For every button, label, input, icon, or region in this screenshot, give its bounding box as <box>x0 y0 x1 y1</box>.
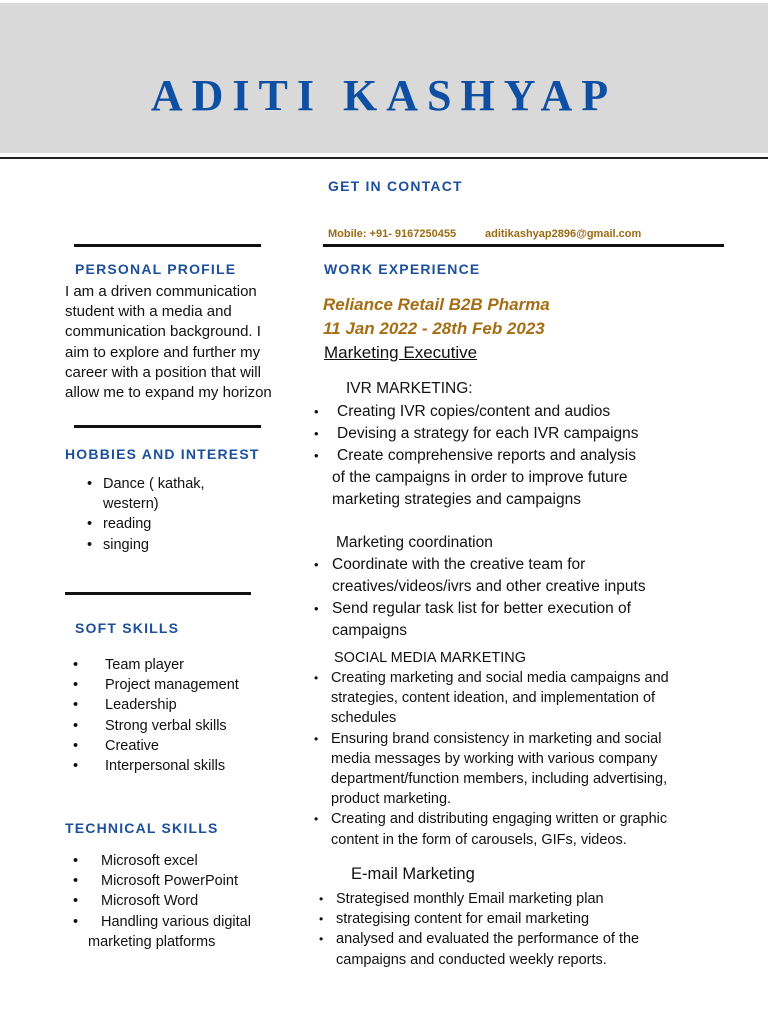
list-item: • reading <box>87 514 205 534</box>
list-item: • Send regular task list for better execution of <box>314 598 646 620</box>
list-item-continuation: department/function members, including advertising, <box>331 771 668 788</box>
bullet-icon: • <box>314 426 319 441</box>
list-item: • Creating IVR copies/content and audios <box>314 401 639 423</box>
bullet-icon: • <box>73 853 79 869</box>
bullet-icon: • <box>314 557 319 572</box>
hobbies-divider <box>74 425 261 428</box>
technical-skills-list <box>73 851 251 952</box>
personal-profile-heading: PERSONAL PROFILE <box>75 261 237 277</box>
list-item: • Microsoft PowerPoint <box>73 871 251 891</box>
bullet-icon: • <box>314 448 319 463</box>
hobbies-list <box>87 474 205 555</box>
list-item: • Create comprehensive reports and analysis <box>314 445 639 467</box>
bullet-icon: • <box>314 601 319 616</box>
list-item-continuation: of the campaigns in order to improve future <box>332 469 628 486</box>
list-item: • Creating marketing and social media campaigns and <box>314 668 669 688</box>
bullet-icon: • <box>314 671 319 685</box>
list-item: • Project management <box>73 675 239 695</box>
hobbies-heading: HOBBIES AND INTEREST <box>65 446 260 462</box>
list-item: • Creative <box>73 736 239 756</box>
bullet-icon: • <box>73 677 79 694</box>
list-item: • Coordinate with the creative team for <box>314 554 646 576</box>
soft-skills-heading: SOFT SKILLS <box>75 620 180 636</box>
profile-line: aim to explore and further my <box>65 343 261 361</box>
bullet-icon: • <box>319 892 324 906</box>
ivr-marketing-heading: IVR MARKETING: <box>346 380 473 397</box>
list-item: • strategising content for email marketing <box>319 909 639 929</box>
bullet-icon: • <box>319 932 324 947</box>
ivr-marketing-list <box>314 401 639 511</box>
email-marketing-list <box>319 889 639 970</box>
list-item: • Handling various digital <box>73 912 251 932</box>
job-title: Marketing Executive <box>324 343 478 362</box>
profile-line: student with a media and <box>65 303 232 321</box>
list-item-continuation: media messages by working with various company <box>331 750 658 767</box>
list-item-continuation: campaigns and conducted weekly reports. <box>336 951 607 968</box>
contact-heading: GET IN CONTACT <box>328 178 463 194</box>
email-marketing-heading: E-mail Marketing <box>351 865 475 883</box>
bullet-icon: • <box>73 657 79 673</box>
list-item-continuation: creatives/videos/ivrs and other creative inputs <box>332 578 646 595</box>
skills-divider <box>65 592 251 595</box>
bullet-icon: • <box>314 812 319 827</box>
header-divider <box>0 157 768 159</box>
list-item-continuation: marketing strategies and campaigns <box>332 491 581 508</box>
soft-skills-list <box>73 655 239 776</box>
bullet-icon: • <box>73 913 79 930</box>
bullet-icon: • <box>314 404 319 419</box>
bullet-icon: • <box>73 717 79 734</box>
work-divider <box>323 244 724 247</box>
bullet-icon: • <box>319 912 324 927</box>
bullet-icon: • <box>314 731 319 746</box>
bullet-icon: • <box>73 758 79 775</box>
list-item: • Leadership <box>73 695 239 715</box>
list-item: • Strategised monthly Email marketing plan <box>319 889 639 909</box>
profile-line: career with a position that will <box>65 363 261 381</box>
list-item-continuation: product marketing. <box>331 791 452 808</box>
mobile-number: Mobile: +91- 9167250455 <box>328 228 457 240</box>
job-company: Reliance Retail B2B Pharma <box>323 295 550 314</box>
list-item: • Microsoft excel <box>73 851 251 871</box>
email-address: aditikashyap2896@gmail.com <box>485 228 642 240</box>
list-item: • Dance ( kathak, western) <box>87 476 205 513</box>
list-item-continuation: marketing platforms <box>88 933 216 950</box>
list-item-continuation: strategies, content ideation, and implementation of <box>331 690 656 707</box>
bullet-icon: • <box>87 516 93 533</box>
bullet-icon: • <box>73 873 79 890</box>
list-item: • Devising a strategy for each IVR campaigns <box>314 423 639 445</box>
work-experience-heading: WORK EXPERIENCE <box>324 261 481 277</box>
list-item: • Interpersonal skills <box>73 756 239 776</box>
profile-line: I am a driven communication <box>65 283 257 300</box>
personal-profile-text <box>65 282 272 403</box>
marketing-coordination-heading: Marketing coordination <box>336 534 493 551</box>
list-item: • Strong verbal skills <box>73 716 239 736</box>
list-item-continuation: schedules <box>331 710 397 727</box>
bullet-icon: • <box>73 737 79 754</box>
job-dates: 11 Jan 2022 - 28th Feb 2023 <box>323 319 545 338</box>
list-item: • Creating and distributing engaging written or graphic <box>314 809 669 829</box>
list-item: • Team player <box>73 655 239 675</box>
profile-line: allow me to expand my horizon <box>65 384 272 402</box>
list-item: • Microsoft Word <box>73 891 251 911</box>
candidate-name: ADITI KASHYAP <box>150 71 618 120</box>
list-item: • singing <box>87 535 205 555</box>
bullet-icon: • <box>87 476 93 492</box>
bullet-icon: • <box>73 697 79 714</box>
technical-skills-heading: TECHNICAL SKILLS <box>65 820 219 836</box>
social-media-marketing-list <box>314 668 669 850</box>
profile-line: communication background. I <box>65 323 261 341</box>
social-media-marketing-heading: SOCIAL MEDIA MARKETING <box>334 650 527 666</box>
bullet-icon: • <box>73 893 79 910</box>
profile-divider <box>74 244 261 247</box>
list-item-continuation: content in the form of carousels, GIFs, videos. <box>331 831 627 848</box>
bullet-icon: • <box>87 536 93 553</box>
list-item: • analysed and evaluated the performance of the <box>319 929 639 949</box>
list-item-continuation: campaigns <box>332 622 407 639</box>
list-item: • Ensuring brand consistency in marketing and social <box>314 729 669 749</box>
marketing-coordination-list <box>314 554 646 642</box>
